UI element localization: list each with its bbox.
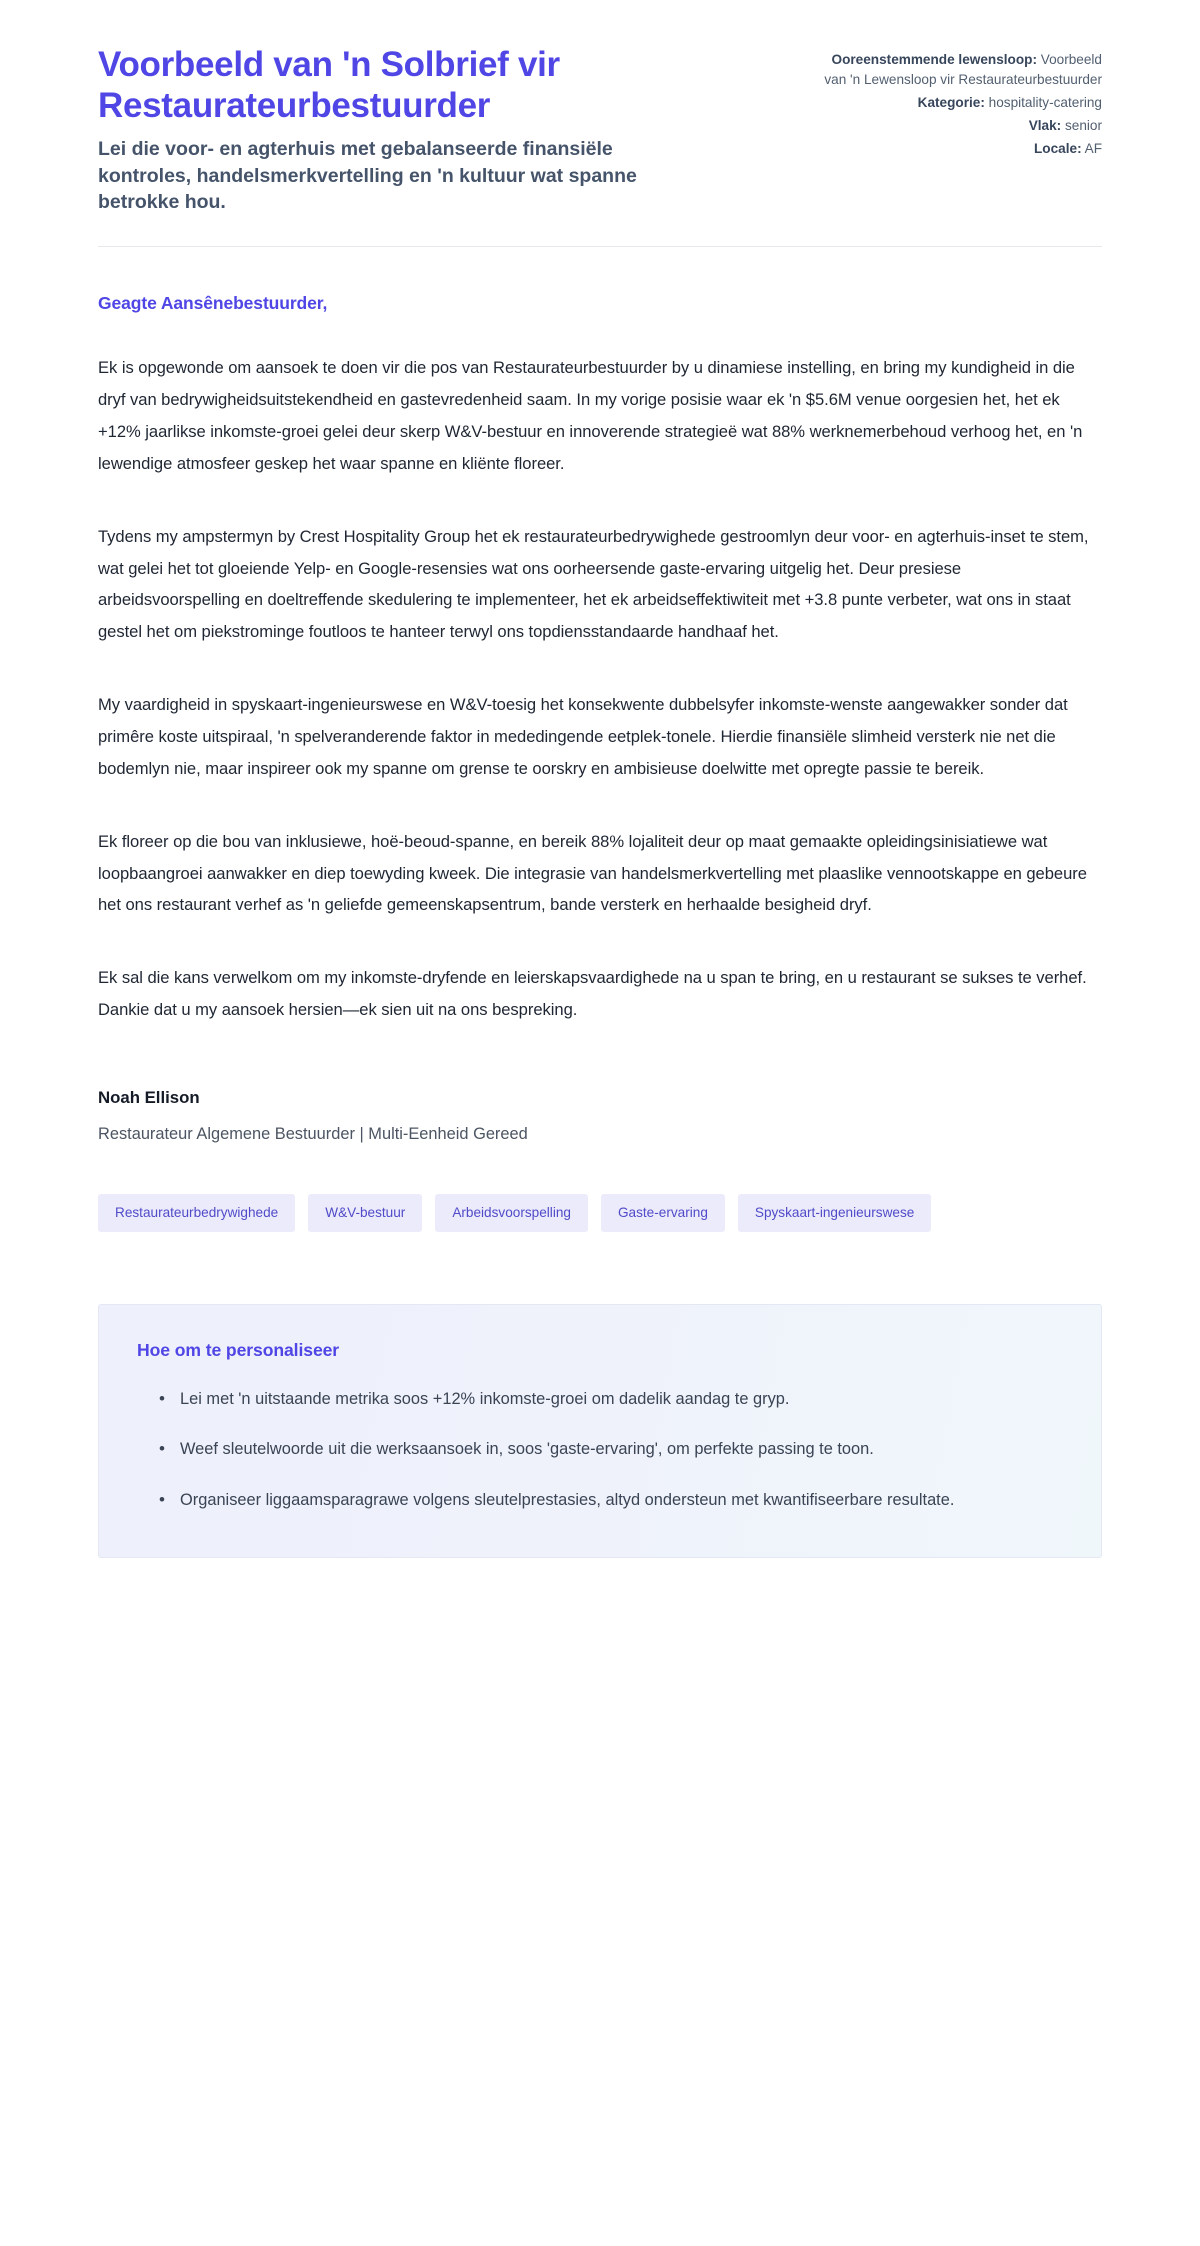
- metadata-label-resume: Ooreenstemmende lewensloop:: [831, 52, 1037, 67]
- metadata-label-category: Kategorie:: [917, 94, 985, 110]
- skill-tag-list: [98, 1194, 978, 1232]
- callout-tip-item: • Weef sleutelwoorde uit die werksaansoek in, soos 'gaste-ervaring', om perfekte passing te toon.: [159, 1434, 999, 1465]
- letter-paragraph: Ek floreer op die bou van inklusiewe, hoë-beoud-spanne, en bereik 88% lojaliteit deur op maat gemaakte opleidingsinisiatiewe wat loopbaangroei aanwakker en diep toewyding kweek. Die integrasie van handelsmerkvertelling met plaaslike vennootskappe en gebeure het ons restaurant verhef as 'n geliefde gemeenskapsentrum, bande versterk en herhaalde besigheid dryf.: [98, 831, 1087, 915]
- letter-paragraph: Ek is opgewonde om aansoek te doen vir die pos van Restaurateurbestuurder by u dinamiese instelling, en bring my kundigheid in die dryf van bedrywigheidsuitstekendheid en gastevredenheid saam. In my vorige posisie waar ek 'n $5.6M venue oorgesien het, het ek +12% jaarlikse inkomste-groei gelei deur skerp W&V-bestuur en innoverende strategieë wat 88% werknemerbehoud verhoog het, en 'n lewendige atmosfeer geskep het waar spanne en kliënte floreer.: [98, 358, 1083, 473]
- page-subtitle: Lei die voor- en agterhuis met gebalanseerde finansiële kontroles, handelsmerkvertelling en 'n kultuur wat spanne betrokke hou.: [98, 137, 637, 214]
- header-title-block: [98, 44, 738, 216]
- personalization-callout: [98, 1304, 1102, 1559]
- metadata-row-locale: [814, 139, 1102, 159]
- metadata-value-category: hospitality-catering: [988, 94, 1102, 110]
- metadata-row-category: [814, 93, 1102, 113]
- skill-tag[interactable]: W&V-bestuur: [308, 1194, 422, 1232]
- signature-role: Restaurateur Algemene Bestuurder | Multi-Eenheid Gereed: [98, 1125, 528, 1144]
- signature-block: [98, 1088, 1102, 1144]
- metadata-row-resume: [814, 50, 1102, 90]
- skill-tag[interactable]: Restaurateurbedrywighede: [98, 1194, 295, 1232]
- letter-paragraph: My vaardigheid in spyskaart-ingenieurswese en W&V-toesig het konsekwente dubbelsyfer inkomste-wenste aangewakker sonder dat primêre koste uitspiraal, 'n spelveranderende faktor in mededingende eetplek-tonele. Hierdie finansiële slimheid versterk nie net die bodemlyn nie, maar inspireer ook my spanne om grense te oorskry en ambisieuse doelwitte met opregte passie te bereik.: [98, 695, 1068, 778]
- metadata-label-level: Vlak:: [1028, 117, 1062, 133]
- metadata-row-level: [814, 116, 1102, 136]
- page-bottom-spacer: [98, 1558, 1102, 1618]
- callout-title: Hoe om te personaliseer: [137, 1339, 340, 1360]
- document-header: [98, 44, 1102, 246]
- skill-tag[interactable]: Arbeidsvoorspelling: [435, 1194, 588, 1232]
- callout-tip-item: • Lei met 'n uitstaande metrika soos +12% inkomste-groei om dadelik aandag te gryp.: [159, 1384, 999, 1415]
- metadata-value-locale: AF: [1084, 140, 1102, 156]
- header-divider: [98, 246, 1102, 247]
- cover-letter-body: [98, 293, 1102, 1558]
- skill-tag[interactable]: Gaste-ervaring: [601, 1194, 725, 1232]
- letter-paragraph: Ek sal die kans verwelkom om my inkomste-dryfende en leierskapsvaardighede na u span te bring, en u restaurant se sukses te verhef. Dankie dat u my aansoek hersien—ek sien uit na ons bespreking.: [98, 968, 1087, 1020]
- callout-tip-list: [137, 1384, 1063, 1516]
- skill-tag[interactable]: Spyskaart-ingenieurswese: [738, 1194, 931, 1232]
- metadata-value-resume: Voorbeeld van 'n Lewensloop vir Restaurateurbestuurder: [824, 52, 1102, 87]
- metadata-value-level: senior: [1064, 117, 1102, 133]
- letter-salutation: Geagte Aansênebestuurder,: [98, 293, 328, 314]
- page-title: Voorbeeld van 'n Solbrief vir Restaurateurbestuurder: [98, 45, 560, 126]
- metadata-label-locale: Locale:: [1034, 140, 1082, 156]
- callout-tip-item: • Organiseer liggaamsparagrawe volgens sleutelprestasies, altyd ondersteun met kwantifiseerbare resultate.: [159, 1485, 999, 1516]
- letter-paragraph: Tydens my ampstermyn by Crest Hospitality Group het ek restaurateurbedrywighede gestroomlyn deur voor- en agterhuis-inset te stem, wat gelei het tot gloeiende Yelp- en Google-resensies wat ons oorheersende gaste-ervaring uitgelig het. Deur presiese arbeidsvoorspelling en doeltreffende skedulering te implementeer, het ek arbeidseffektiwiteit met +3.8 punte verbeter, wat ons in staat gestel het om piekstrominge foutloos te hanteer terwyl ons topdiensstandaarde handhaaf het.: [98, 526, 1089, 642]
- document-metadata: [814, 44, 1102, 160]
- signature-name: Noah Ellison: [98, 1088, 200, 1108]
